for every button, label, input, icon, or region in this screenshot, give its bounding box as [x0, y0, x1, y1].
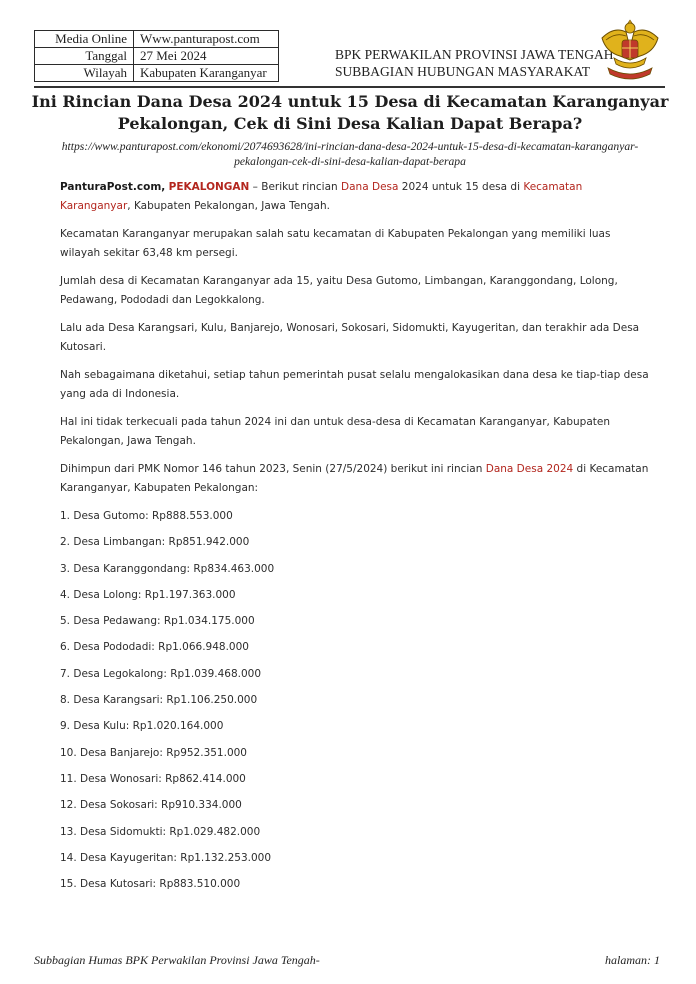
intro-text-2: 2024 untuk 15 desa di [398, 181, 524, 193]
list-item: 9. Desa Kulu: Rp1.020.164.000 [60, 720, 224, 733]
source-text-2: di Kecamatan Karanganyar, Kabupaten Pekalongan: [60, 463, 649, 494]
media-value: Www.panturapost.com [134, 31, 279, 48]
link-dana-desa-2024[interactable]: Dana Desa 2024 [485, 463, 574, 475]
region-label: Wilayah [35, 65, 134, 82]
list-item: 2. Desa Limbangan: Rp851.942.000 [60, 536, 250, 549]
article-title [30, 91, 670, 135]
paragraph-more-villages: Lalu ada Desa Karangsari, Kulu, Banjarejo, Wonosari, Sokosari, Sidomukti, Kayugeritan, dan terakhir ada Desa Kutosari. [60, 322, 640, 353]
title-line-2: Pekalongan, Cek di Sini Desa Kalian Dapat Berapa? [117, 114, 583, 133]
link-kecamatan-karanganyar[interactable]: Kecamatan Karanganyar [60, 181, 583, 212]
org-line-1: BPK PERWAKILAN PROVINSI JAWA TENGAH [335, 47, 614, 62]
paragraph-area: Kecamatan Karanganyar merupakan salah satu kecamatan di Kabupaten Pekalongan yang memiliki luas wilayah sekitar 63,48 km persegi. [60, 228, 611, 259]
link-dana-desa[interactable]: Dana Desa [341, 181, 399, 193]
intro-text-1: – Berikut rincian [249, 181, 342, 193]
date-label: Tanggal [35, 48, 134, 65]
article-body [60, 178, 650, 901]
title-line-1: Ini Rincian Dana Desa 2024 untuk 15 Desa di Kecamatan Karanganyar [31, 92, 669, 111]
list-item: 12. Desa Sokosari: Rp910.334.000 [60, 799, 242, 812]
paragraph-2024: Hal ini tidak terkecuali pada tahun 2024 ini dan untuk desa-desa di Kecamatan Karanganyar, Kabupaten Pekalongan, Jawa Tengah. [60, 416, 610, 447]
url-line-1[interactable]: https://www.panturapost.com/ekonomi/2074693628/ini-rincian-dana-desa-2024-untuk-15-desa-di-kecamatan-karanganyar- [61, 140, 639, 153]
region-row [35, 65, 279, 82]
region-value: Kabupaten Karanganyar [134, 65, 279, 82]
list-item: 4. Desa Lolong: Rp1.197.363.000 [60, 588, 236, 601]
list-item: 7. Desa Legokalong: Rp1.039.468.000 [60, 667, 262, 680]
org-line-2: SUBBAGIAN HUBUNGAN MASYARAKAT [335, 64, 591, 79]
media-row [35, 31, 279, 48]
date-value: 27 Mei 2024 [134, 48, 279, 65]
paragraph-source [60, 460, 650, 498]
list-item: 3. Desa Karanggondang: Rp834.463.000 [60, 562, 275, 575]
article-url[interactable] [30, 139, 670, 169]
header-divider [34, 86, 665, 88]
village-fund-list [60, 507, 650, 901]
list-item: 10. Desa Banjarejo: Rp952.351.000 [60, 746, 247, 759]
list-item: 6. Desa Pododadi: Rp1.066.948.000 [60, 641, 249, 654]
intro-text-3: , Kabupaten Pekalongan, Jawa Tengah. [127, 200, 330, 212]
list-item: 8. Desa Karangsari: Rp1.106.250.000 [60, 694, 258, 707]
url-line-2[interactable]: pekalongan-cek-di-sini-desa-kalian-dapat-berapa [234, 155, 466, 168]
source-text-1: Dihimpun dari PMK Nomor 146 tahun 2023, Senin (27/5/2024) berikut ini rincian [60, 463, 486, 475]
list-item: 14. Desa Kayugeritan: Rp1.132.253.000 [60, 851, 272, 864]
dateline-place: PEKALONGAN [168, 181, 250, 193]
date-row [35, 48, 279, 65]
brand-name: PanturaPost.com, [60, 181, 166, 193]
list-item: 13. Desa Sidomukti: Rp1.029.482.000 [60, 825, 261, 838]
list-item: 1. Desa Gutomo: Rp888.553.000 [60, 510, 233, 522]
media-info-table [34, 30, 279, 82]
organization-name [335, 46, 613, 80]
paragraph-allocation: Nah sebagaimana diketahui, setiap tahun pemerintah pusat selalu mengalokasikan dana desa ke tiap-tiap desa yang ada di Indonesia. [60, 369, 649, 400]
list-item: 5. Desa Pedawang: Rp1.034.175.000 [60, 615, 255, 628]
media-label: Media Online [35, 31, 134, 48]
list-item: 11. Desa Wonosari: Rp862.414.000 [60, 772, 246, 785]
list-item: 15. Desa Kutosari: Rp883.510.000 [60, 878, 241, 891]
footer-page-number: halaman: 1 [605, 953, 660, 967]
footer-department: Subbagian Humas BPK Perwakilan Provinsi Jawa Tengah- [34, 953, 320, 967]
paragraph-village-count: Jumlah desa di Kecamatan Karanganyar ada 15, yaitu Desa Gutomo, Limbangan, Karanggondang, Lolong, Pedawang, Pododadi dan Legokkalong. [60, 275, 618, 306]
paragraph-intro [60, 178, 650, 216]
bpk-emblem-logo [596, 18, 664, 84]
